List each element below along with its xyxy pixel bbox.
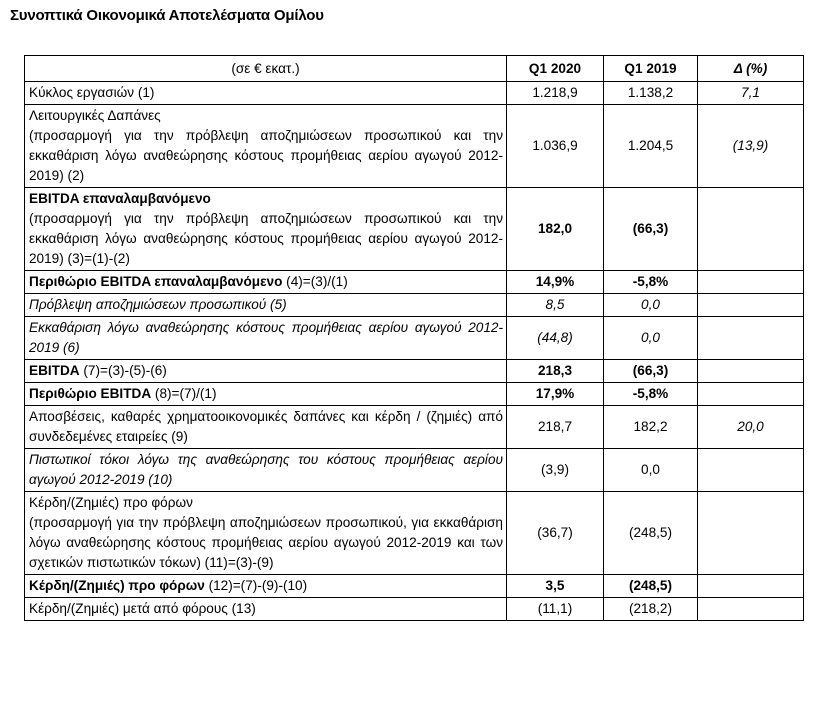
row-description-text: EBITDA bbox=[29, 363, 80, 378]
value-q1-2020: 218,7 bbox=[507, 406, 604, 449]
table-row bbox=[25, 598, 804, 621]
row-description bbox=[25, 294, 507, 317]
value-q1-2020: 3,5 bbox=[507, 575, 604, 598]
value-delta bbox=[698, 575, 804, 598]
value-delta bbox=[698, 383, 804, 406]
value-q1-2019: (66,3) bbox=[604, 360, 698, 383]
row-description bbox=[25, 449, 507, 492]
row-description bbox=[25, 598, 507, 621]
row-description-text: Κέρδη/(Ζημιές) προ φόρων bbox=[29, 578, 205, 593]
row-description-line bbox=[29, 189, 503, 209]
header-label: (σε € εκατ.) bbox=[25, 56, 507, 82]
row-description-text: (προσαρμογή για την πρόβλεψη αποζημιώσεων προσωπικού, για εκκαθάριση λόγω αναθεώρησης κόστους προμήθειας αερίου αγωγού 2012-2019 και των σχετικών πιστωτικών τόκων) (11)=(3)-(9) bbox=[29, 515, 503, 570]
value-delta bbox=[698, 360, 804, 383]
value-q1-2019: 0,0 bbox=[604, 317, 698, 360]
value-delta bbox=[698, 449, 804, 492]
row-description-line bbox=[29, 83, 503, 103]
row-description-formula: (7)=(3)-(5)-(6) bbox=[79, 363, 167, 378]
row-description bbox=[25, 188, 507, 271]
row-description bbox=[25, 575, 507, 598]
table-row bbox=[25, 492, 804, 575]
row-description-line bbox=[29, 407, 503, 447]
row-description-line bbox=[29, 576, 503, 596]
value-q1-2020: (3,9) bbox=[507, 449, 604, 492]
financial-results-table bbox=[24, 55, 804, 621]
value-q1-2019: 182,2 bbox=[604, 406, 698, 449]
value-q1-2019: (218,2) bbox=[604, 598, 698, 621]
table-row bbox=[25, 188, 804, 271]
row-description-text: EBITDA επαναλαμβανόμενο bbox=[29, 191, 211, 206]
value-q1-2019: 0,0 bbox=[604, 294, 698, 317]
table-row bbox=[25, 575, 804, 598]
row-description bbox=[25, 317, 507, 360]
row-description-line bbox=[29, 106, 503, 126]
row-description-text: Κέρδη/(Ζημιές) προ φόρων bbox=[29, 495, 193, 510]
row-description-line bbox=[29, 126, 503, 186]
table-header-row bbox=[25, 56, 804, 82]
table-row bbox=[25, 449, 804, 492]
value-q1-2020: 8,5 bbox=[507, 294, 604, 317]
value-q1-2020: (11,1) bbox=[507, 598, 604, 621]
value-q1-2019: 1.204,5 bbox=[604, 105, 698, 188]
row-description bbox=[25, 360, 507, 383]
value-delta: (13,9) bbox=[698, 105, 804, 188]
table-row bbox=[25, 105, 804, 188]
row-description-text: Αποσβέσεις, καθαρές χρηματοοικονομικές δαπάνες και κέρδη / (ζημιές) από συνδεδεμένες εταιρείες (9) bbox=[29, 409, 503, 444]
row-description-line bbox=[29, 272, 503, 292]
table-row bbox=[25, 271, 804, 294]
row-description bbox=[25, 383, 507, 406]
row-description bbox=[25, 271, 507, 294]
header-q1-2020: Q1 2020 bbox=[507, 56, 604, 82]
value-q1-2019: -5,8% bbox=[604, 271, 698, 294]
value-q1-2020: (36,7) bbox=[507, 492, 604, 575]
table-row bbox=[25, 383, 804, 406]
row-description-formula: (12)=(7)-(9)-(10) bbox=[204, 578, 308, 593]
row-description bbox=[25, 406, 507, 449]
row-description-text: Λειτουργικές Δαπάνες bbox=[29, 108, 161, 123]
table-row bbox=[25, 360, 804, 383]
value-q1-2019: 0,0 bbox=[604, 449, 698, 492]
row-description-line bbox=[29, 599, 503, 619]
row-description-line bbox=[29, 295, 503, 315]
table-row bbox=[25, 294, 804, 317]
row-description-line bbox=[29, 209, 503, 269]
value-delta bbox=[698, 188, 804, 271]
page-title: Συνοπτικά Οικονομικά Αποτελέσματα Ομίλου bbox=[10, 7, 324, 24]
value-q1-2020: 218,3 bbox=[507, 360, 604, 383]
row-description-text: Κέρδη/(Ζημιές) μετά από φόρους (13) bbox=[29, 601, 256, 616]
row-description-text: Πρόβλεψη αποζημιώσεων προσωπικού (5) bbox=[29, 297, 287, 312]
row-description bbox=[25, 492, 507, 575]
value-q1-2020: 17,9% bbox=[507, 383, 604, 406]
row-description-text: (προσαρμογή για την πρόβλεψη αποζημιώσεων προσωπικού και την εκκαθάριση λόγω αναθεώρησης κόστους προμήθειας αερίου αγωγού 2012-2019) (2) bbox=[29, 128, 503, 183]
value-q1-2019: (66,3) bbox=[604, 188, 698, 271]
row-description-text: Περιθώριο EBITDA bbox=[29, 386, 152, 401]
value-delta bbox=[698, 492, 804, 575]
row-description-text: Εκκαθάριση λόγω αναθεώρησης κόστους προμήθειας αερίου αγωγού 2012-2019 (6) bbox=[29, 320, 503, 355]
row-description bbox=[25, 105, 507, 188]
value-q1-2020: 14,9% bbox=[507, 271, 604, 294]
value-q1-2019: -5,8% bbox=[604, 383, 698, 406]
row-description-formula: (8)=(7)/(1) bbox=[151, 386, 217, 401]
value-q1-2020: 1.218,9 bbox=[507, 82, 604, 105]
value-delta bbox=[698, 598, 804, 621]
row-description-line bbox=[29, 384, 503, 404]
row-description-formula: (4)=(3)/(1) bbox=[282, 274, 348, 289]
value-q1-2020: 1.036,9 bbox=[507, 105, 604, 188]
row-description-text: (προσαρμογή για την πρόβλεψη αποζημιώσεων προσωπικού και την εκκαθάριση λόγω αναθεώρησης κόστους προμήθειας αερίου αγωγού 2012-2019) (3)=(1)-(2) bbox=[29, 211, 503, 266]
value-delta: 20,0 bbox=[698, 406, 804, 449]
header-delta: Δ (%) bbox=[698, 56, 804, 82]
row-description bbox=[25, 82, 507, 105]
row-description-text: Κύκλος εργασιών (1) bbox=[29, 85, 155, 100]
value-q1-2019: (248,5) bbox=[604, 492, 698, 575]
value-delta: 7,1 bbox=[698, 82, 804, 105]
row-description-text: Περιθώριο EBITDA επαναλαμβανόμενο bbox=[29, 274, 283, 289]
value-q1-2020: 182,0 bbox=[507, 188, 604, 271]
row-description-text: Πιστωτικοί τόκοι λόγω της αναθεώρησης του κόστους προμήθειας αερίου αγωγού 2012-2019 (10) bbox=[29, 452, 503, 487]
row-description-line bbox=[29, 318, 503, 358]
value-q1-2019: 1.138,2 bbox=[604, 82, 698, 105]
table-row bbox=[25, 406, 804, 449]
table-row bbox=[25, 82, 804, 105]
table-row bbox=[25, 317, 804, 360]
row-description-line bbox=[29, 361, 503, 381]
value-delta bbox=[698, 317, 804, 360]
row-description-line bbox=[29, 493, 503, 513]
value-q1-2019: (248,5) bbox=[604, 575, 698, 598]
value-delta bbox=[698, 294, 804, 317]
value-delta bbox=[698, 271, 804, 294]
row-description-line bbox=[29, 513, 503, 573]
header-q1-2019: Q1 2019 bbox=[604, 56, 698, 82]
row-description-line bbox=[29, 450, 503, 490]
value-q1-2020: (44,8) bbox=[507, 317, 604, 360]
